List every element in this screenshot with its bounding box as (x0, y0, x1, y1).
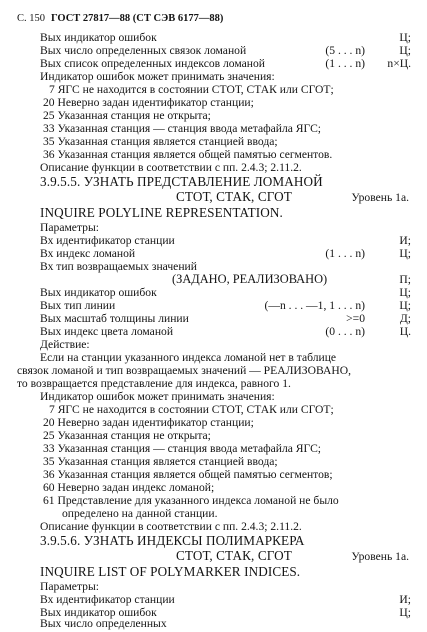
type-code: П; (399, 273, 411, 286)
error-intro: Индикатор ошибок может принимать значения: (40, 390, 275, 403)
input-polyline-index: Вх индекс ломаной (40, 247, 136, 260)
error-item: 36 Указанная станция является общей памятью сегментов. (43, 148, 333, 161)
return-type-values: (ЗАДАНО, РЕАЛИЗОВАНО) (172, 272, 328, 286)
action-label: Действие: (40, 338, 90, 351)
error-item: 25 Указанная станция не открыта; (43, 429, 211, 442)
running-header: ГОСТ 27817—88 (СТ СЭВ 6177—88) (51, 13, 224, 24)
range: (1 . . . n) (325, 247, 365, 260)
output-error-indicator: Вых индикатор ошибок (40, 606, 157, 619)
output-error-indicator: Вых индикатор ошибок (40, 286, 157, 299)
range: (5 . . . n) (325, 44, 365, 57)
params-label: Параметры: (40, 221, 99, 234)
type-code: Ц; (399, 247, 411, 260)
section-title: 3.9.5.6. УЗНАТЬ ИНДЕКСЫ ПОЛИМАРКЕРА (40, 533, 305, 548)
section-title-en: INQUIRE POLYLINE REPRESENTATION. (40, 205, 283, 220)
error-item-continuation: определено на данной станции. (62, 507, 218, 520)
error-item: 20 Неверно задан идентификатор станции; (43, 416, 254, 429)
section-level: Уровень 1а. (351, 550, 409, 563)
section-title: 3.9.5.5. УЗНАТЬ ПРЕДСТАВЛЕНИЕ ЛОМАНОЙ (40, 174, 323, 189)
output-line-type: Вых тип линии (40, 299, 116, 312)
error-item: 7 ЯГС не находится в состоянии СТОТ, СТАК или СГОТ; (49, 403, 334, 416)
error-item: 33 Указанная станция — станция ввода метафайла ЯГС; (43, 122, 322, 135)
page-number: С. 150 (17, 13, 46, 24)
error-item: 35 Указанная станция является станцией ввода; (43, 455, 278, 468)
type-code: Ц; (399, 299, 411, 312)
range: >=0 (346, 312, 365, 325)
output-linewidth-scale: Вых масштаб толщины линии (40, 312, 189, 325)
error-item: 7 ЯГС не находится в состоянии СТОТ, СТАК или СГОТ; (49, 83, 334, 96)
type-code: Ц; (399, 44, 411, 57)
section-states: СТОТ, СТАК, СГОТ (176, 548, 292, 563)
params-label: Параметры: (40, 580, 99, 593)
type-code: Д; (399, 312, 411, 325)
error-item: 35 Указанная станция является станцией ввода; (43, 135, 278, 148)
type-code: И; (399, 593, 411, 606)
section-title-en: INQUIRE LIST OF POLYMARKER INDICES. (40, 564, 301, 579)
output-marker-bundle-count: Вых число определенных (40, 617, 167, 630)
error-item: 61 Представление для указанного индекса ломаной не было (43, 494, 339, 507)
type-code: И; (399, 234, 411, 247)
function-description: Описание функции в соответствии с пп. 2.4.3; 2.11.2. (40, 161, 302, 174)
error-intro: Индикатор ошибок может принимать значения: (40, 70, 275, 83)
section-level: Уровень 1а. (351, 191, 409, 204)
type-code: Ц; (399, 286, 411, 299)
type-code: Ц; (399, 606, 411, 619)
type-code: Ц. (399, 325, 411, 338)
action-text: то возвращается представление для индекса, равного 1. (17, 377, 291, 390)
output-color-index: Вых индекс цвета ломаной (40, 325, 174, 338)
action-text: связок ломаной и тип возвращаемых значений — РЕАЛИЗОВАНО, (17, 364, 351, 377)
input-station-id: Вх идентификатор станции (40, 593, 175, 606)
error-item: 33 Указанная станция — станция ввода метафайла ЯГС; (43, 442, 322, 455)
range: (0 . . . n) (325, 325, 365, 338)
range: (1 . . . n) (325, 57, 365, 70)
error-item: 25 Указанная станция не открыта; (43, 109, 211, 122)
error-item: 20 Неверно задан идентификатор станции; (43, 96, 254, 109)
input-return-type: Вх тип возвращаемых значений (40, 260, 197, 273)
function-description: Описание функции в соответствии с пп. 2.4.3; 2.11.2. (40, 520, 302, 533)
section-states: СТОТ, СТАК, СГОТ (176, 189, 292, 204)
type-code: n×Ц. (387, 57, 411, 70)
output-index-list: Вых список определенных индексов ломаной (40, 57, 265, 70)
error-item: 36 Указанная станция является общей памятью сегментов; (43, 468, 333, 481)
type-code: Ц; (399, 31, 411, 44)
error-item: 60 Неверно задан индекс ломаной; (43, 481, 215, 494)
output-bundle-count: Вых число определенных связок ломаной (40, 44, 247, 57)
output-error-indicator: Вых индикатор ошибок (40, 31, 157, 44)
range: (—n . . . —1, 1 . . . n) (264, 299, 365, 312)
input-station-id: Вх идентификатор станции (40, 234, 175, 247)
action-text: Если на станции указанного индекса ломаной нет в таблице (40, 351, 337, 364)
